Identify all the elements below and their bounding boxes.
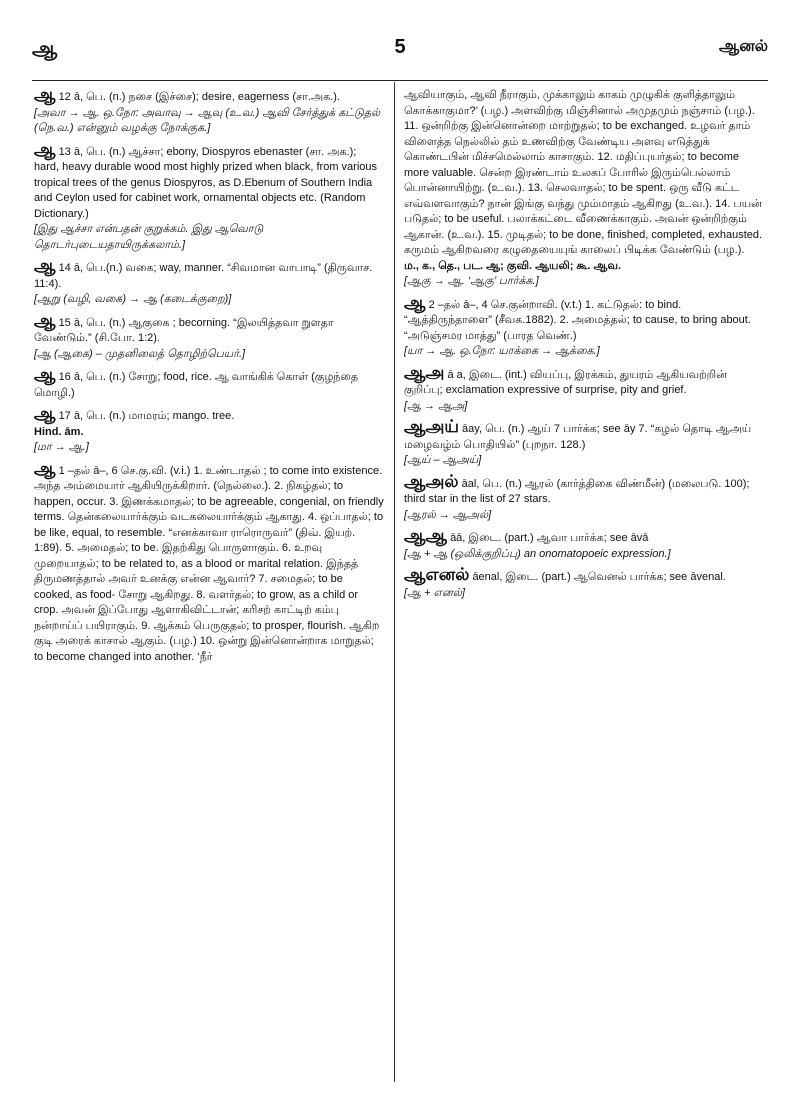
headword: ஆ <box>34 256 56 276</box>
headword: ஆ <box>404 292 426 313</box>
dictionary-entry-continued <box>404 88 766 290</box>
etymology-note: [ஆய் – ஆஅய்] <box>404 454 482 466</box>
guide-word-left: ஆ <box>32 36 58 60</box>
etymology-note: [இது ஆச்சா என்பதன் குறுக்கம். இது ஆவொடு தொடர்புடையதாயிருக்கலாம்.] <box>34 223 264 251</box>
etymology-note: [ஆரல் → ஆஅல்] <box>404 508 492 521</box>
page-header <box>32 36 768 76</box>
entry-text: ā a, இடை. (int.) வியப்பு, இரக்கம், துயரம் ஆகியவற்றின் குறிப்பு; exclamation expressive of surprise, pity and grief. <box>404 368 727 396</box>
dictionary-entry <box>34 458 384 666</box>
dictionary-entry <box>404 526 766 562</box>
headword: ஆ <box>34 404 56 424</box>
headword: ஆஆ <box>404 526 447 546</box>
etymology-note: [மா → ஆ.] <box>34 441 89 453</box>
entry-text: 2 –தல் ā–, 4 செ.குன்றாவி. (v.t.) 1. கட்டுதல்: to bind. “ஆத்திருந்தாளை” (சீவக.1882). 2. அமைத்தல்; to cause, to bring about. “அடுஞ்சமர மாத்து” (பாரத வெண்.) <box>404 298 751 342</box>
dictionary-entry <box>34 85 384 137</box>
page-number: 5 <box>394 36 406 58</box>
entry-text: 13 ā, பெ. (n.) ஆச்சா; ebony, Diospyros ebenaster (சா. அக.); hard, heavy durable wood most highly prized when black, from various tropical trees of the genus Diospyros, as D.Ebenum of Southern India and Ceylon used for cabinet work, ornamental objects etc. (Random Dictionary.) <box>34 145 378 220</box>
dictionary-entry <box>404 362 766 415</box>
dictionary-entry <box>404 565 766 601</box>
headword: ஆஎனல் <box>404 565 470 585</box>
headword: ஆ <box>34 458 56 479</box>
etymology-note: [ஆ + எனல்] <box>404 586 465 599</box>
guide-word-right: ஆனல் <box>718 36 768 55</box>
headword: ஆ <box>34 310 56 331</box>
dictionary-entry <box>404 292 766 360</box>
etymology-note: [ஆ → ஆஅ] <box>404 399 468 412</box>
entry-text: āal, பெ. (n.) ஆரல் (கார்த்திகை விண்மீன்) (மலைபடு. 100); third star in the list of 27 stars. <box>404 477 750 505</box>
headword: ஆஅ <box>404 362 445 383</box>
left-column <box>34 85 384 671</box>
headword: ஆஅய் <box>404 417 459 437</box>
etymology-note: [ஆ + ஆ (ஒலிக்குறிப்பு) an onomatopoeic expression.] <box>404 547 671 560</box>
dictionary-entry <box>34 404 384 456</box>
entry-text: ஆவியாகும், ஆவி நீராகும், முக்காலும் காகம் முழுகிக் குளித்தாலும் கொக்காகுமா?’ (பழ.) அளவிற்கு மிஞ்சினால் அமுதமும் நஞ்சாம் (பழ.). 11. ஒன்றிற்கு இன்னொன்றை மாற்றுதல்; to be exchanged. உழவர் தாம் விளைத்த நெல்லில் தம் உணவிற்கு வேண்டிய அளவு எடுத்துக் கொண்டபின் மிச்சமெல்லாம் காசாகும். 12. மதிப்புயர்தல்; to become more valuable. சென்ற இரண்டாம் உலகப் போரில் இரும்பெல்லாம் பொன்னாயிற்று. (உ.வ.). 13. செலவாதல்; to be spent. ஒரு வீடு கட்ட எவ்வளவாகும்? நான் இங்கு வந்து மும்மாதம் ஆகிறது (உ.வ.). 14. பயன் படுதல்; to be useful. பலாக்கட்டை வீணைக்காகும். அவன் ஒன்றிற்கும் ஆகான். (உ.வ.). 15. முடிதல்; to be done, finished, completed, exhausted. கருமம் ஆகிறவரை கழுதையையுங் காலைப் பிடிக்க வேண்டும் (பழ.). <box>404 89 763 256</box>
dictionary-entry <box>34 365 384 401</box>
headword: ஆ <box>34 139 56 160</box>
dictionary-entry <box>34 256 384 308</box>
etymology-note: [அவா → ஆ. ஒ.நோ: அவாவு → ஆவு (உ.வ.) ஆவி சேர்த்துக் கட்டுதல் (நெ.வ.) என்னும் வழக்கு நோக்குக.] <box>34 106 381 134</box>
entry-text: āā, இடை. (part.) ஆவா பார்க்க; see āvā <box>450 532 649 544</box>
dictionary-entry <box>404 471 766 524</box>
header-rule <box>32 80 768 81</box>
entry-text: 15 ā, பெ. (n.) ஆகுகை ; becorning. “இலயித்தவா றுளதா வேண்டும்.” (சி.போ. 1:2). <box>34 316 334 344</box>
etymology-note: [ஆகு → ஆ. ‘ஆகு’ பார்க்க.] <box>404 275 539 287</box>
entry-text: 17 ā, பெ. (n.) மாமரம்; mango. tree. <box>58 410 235 422</box>
entry-text: āenal, இடை. (part.) ஆவெனல் பார்க்க; see āvenal. <box>472 571 726 583</box>
etymology-note: [ஆ (ஆகை) – முதனிலைத் தொழிற்பெயர்.] <box>34 347 246 360</box>
headword: ஆ <box>34 85 56 105</box>
dictionary-entry <box>34 139 384 254</box>
entry-text: āay, பெ. (n.) ஆய் 7 பார்க்க; see āy 7. “கழல் தொடி ஆஅய் மழைவழ்ம் பொதியில்” (புறநா. 128.) <box>404 423 752 451</box>
etymology-note: [யா → ஆ. ஒ.நோ: யாக்கை → ஆக்கை.] <box>404 345 600 357</box>
entry-text: 14 ā, பெ.(n.) வகை; way, manner. “சிவமான வாபாடி” (திருவாச. 11:4). <box>34 262 373 290</box>
entry-text: 12 ā, பெ. (n.) நசை (இச்சை); desire, eagerness (சா.அக.). <box>58 91 340 103</box>
entry-text: 16 ā, பெ. (n.) சோறு; food, rice. ஆ வாங்கிக் கொள் (குழந்தை மொழி.) <box>34 371 358 399</box>
dictionary-entry <box>404 417 766 469</box>
entry-text: 1 –தல் ā–, 6 செ.கு.வி. (v.i.) 1. உண்டாதல் ; to come into existence. அந்த அம்மையார் ஆகியிருக்கிறார். (நெல்லை.). 2. நிகழ்தல்; to happen, occur. 3. இணக்கமாதல்; to be agreeable, congenial, on friendly terms. தென்கலையார்க்கும் வடகலையார்க்கும் ஆகாது. 4. ஒப்பாதல்; to be like, equal, to resemble. “எனக்காவா ராரொருவர்” (திவ். இயற். 1:89). 5. அமைதல்; to be. இதற்கிது பொருளாகும். 6. உறவு முறையாதல்; to be related to, as a blood or marital relation. இந்தத் திருமணத்தால் அவர் உனக்கு என்ன ஆவார்? 7. சமைதல்; to be cooked, as food- சோறு ஆகிறது. 8. வளர்தல்; to grow, as a child or crop. அவன் இப்போது ஆளாகிவிட்டான்; கரிசற் காட்டிற் கம்பு நன்றாய்ப் பயிராகும். 9. ஆக்கம் பெருகுதல்; to prosper, flourish. ஆகிற குடி அரைக் காசால் ஆகும். (பழ.) 10. ஒன்று இன்னொன்றாக மாறுதல்; to become changed into another. ‘நீர் <box>34 464 384 663</box>
headword: ஆஅல் <box>404 471 459 492</box>
right-column <box>404 88 766 607</box>
cognate-line: Hind. ām. <box>34 425 84 438</box>
dictionary-entry <box>34 310 384 363</box>
column-divider <box>394 82 395 1082</box>
cognate-line: ம., க., தெ., பட. ஆ; குவி. ஆயலி; கூ. ஆவ. <box>404 259 622 272</box>
etymology-note: [ஆறு (வழி, வகை) → ஆ (கடைக்குறை)] <box>34 293 232 305</box>
headword: ஆ <box>34 365 56 385</box>
